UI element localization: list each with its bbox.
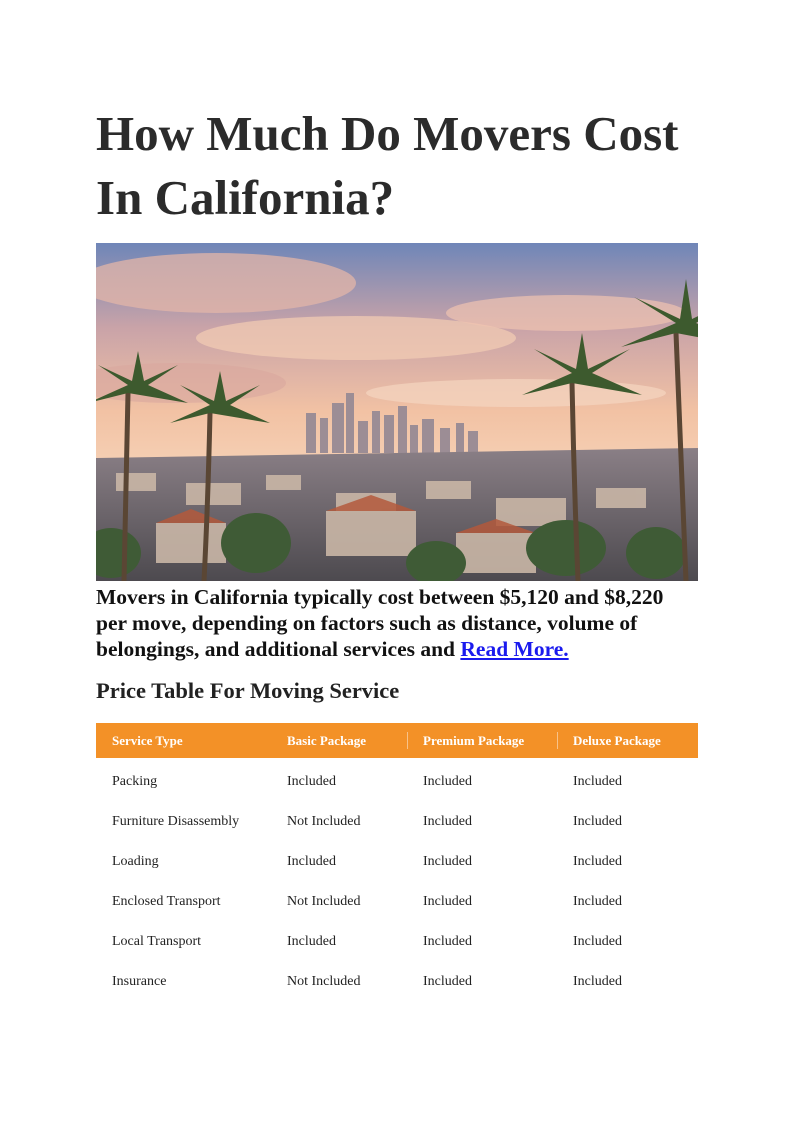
hero-image-los-angeles-skyline [96,243,698,581]
table-row [96,842,698,882]
basic-package-cell: Not Included [287,894,361,909]
deluxe-package-cell: Included [573,934,622,949]
service-type-cell: Furniture Disassembly [112,814,240,829]
basic-package-cell: Included [287,934,336,949]
basic-package-cell: Not Included [287,814,361,829]
header-deluxe-package: Deluxe Package [557,723,698,758]
premium-package-cell: Included [423,934,472,949]
deluxe-package-cell: Included [573,814,622,829]
service-type-cell: Insurance [112,974,167,989]
table-row [96,962,698,1002]
premium-package-cell: Included [423,974,472,989]
service-type-cell: Local Transport [112,934,202,949]
basic-package-cell: Included [287,854,336,869]
table-row [96,882,698,922]
service-type-cell: Enclosed Transport [112,894,221,909]
price-table-heading: Price Table For Moving Service [96,678,400,703]
premium-package-cell: Included [423,774,472,789]
premium-package-cell: Included [423,814,472,829]
page-title: How Much Do Movers Cost In California? [96,106,679,225]
deluxe-package-cell: Included [573,974,622,989]
cost-summary [96,584,698,662]
service-type-cell: Loading [112,854,159,869]
header-service-type: Service Type [112,732,183,748]
deluxe-package-cell: Included [573,854,622,869]
table-header-row [96,723,698,758]
header-basic-package: Basic Package [287,732,367,748]
basic-package-cell: Included [287,774,336,789]
deluxe-package-cell: Included [573,774,622,789]
premium-package-cell: Included [423,894,472,909]
header-premium-package: Premium Package [407,723,557,758]
deluxe-package-cell: Included [573,894,622,909]
table-row [96,922,698,962]
service-type-cell: Packing [112,774,158,789]
summary-text: Movers in California typically cost between $5,120 and $8,220 per move, depending on factors such as distance, volume of belongings, and additional services and [96,585,664,661]
premium-package-cell: Included [423,854,472,869]
table-row [96,758,698,802]
table-row [96,802,698,842]
read-more-link[interactable]: Read More. [460,637,569,661]
price-table [96,723,698,1002]
basic-package-cell: Not Included [287,974,361,989]
